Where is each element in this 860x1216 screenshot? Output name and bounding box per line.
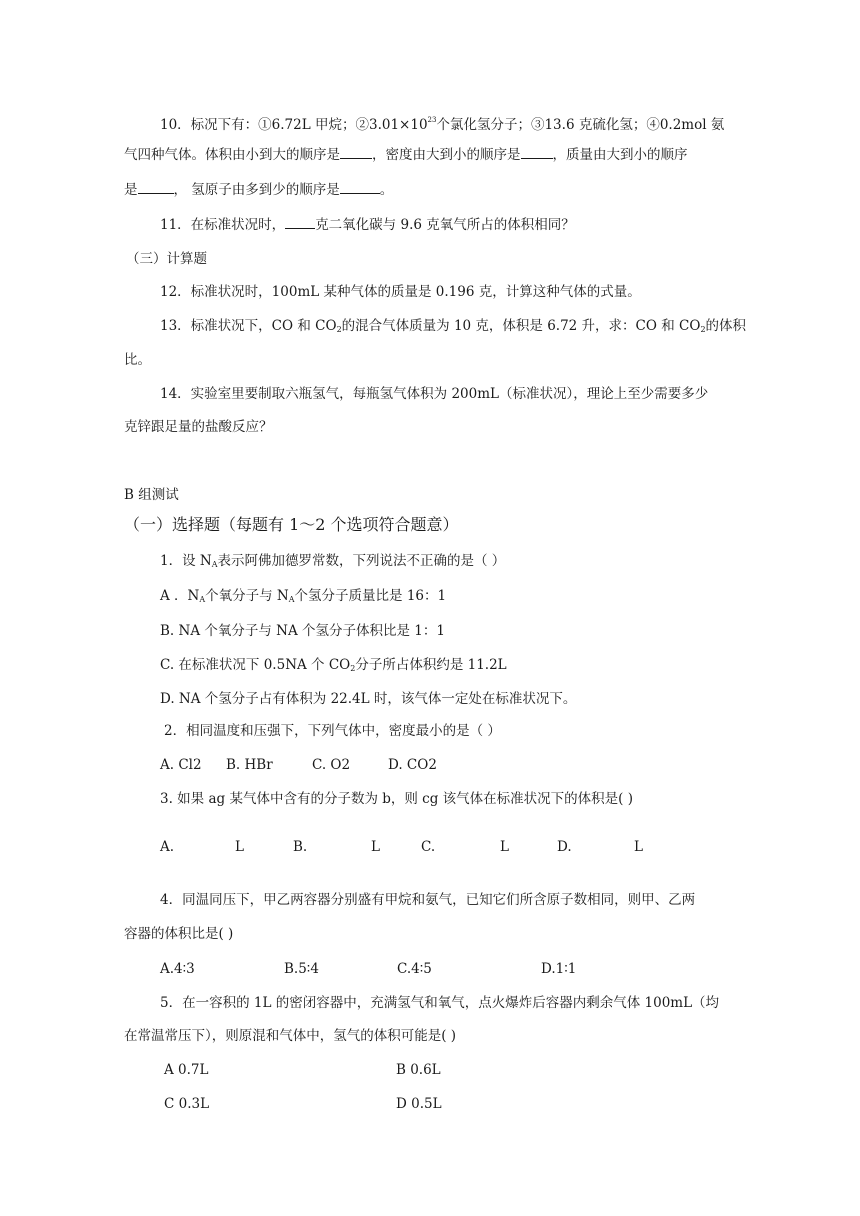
q10-text: ， 氢原子由多到少的顺序是 (173, 182, 340, 198)
b2-option-b: B. HBr (226, 757, 273, 773)
section-heading-calc: （三）计算题 (126, 251, 207, 267)
subscript: 2 (700, 325, 706, 334)
b1-text: 表示阿佛加德罗常数，下列说法不正确的是（ ） (217, 553, 506, 569)
q13-line-1 (160, 317, 746, 339)
subscript: A (288, 595, 295, 604)
b5-option-a: A 0.7L (164, 1062, 209, 1078)
q10-text: 气四种气体。体积由小到大的顺序是 (124, 147, 340, 163)
b2-option-d: D. CO2 (388, 757, 437, 773)
subscript: 2 (350, 664, 356, 673)
q10-text: ，质量由大到小的顺序 (552, 147, 688, 163)
b5-option-c: C 0.3L (164, 1096, 210, 1112)
b1-text: 分子所占体积约是 11.2L (355, 657, 507, 673)
q12-line: 12．标准状况时，100mL 某种气体的质量是 0.196 克，计算这种气体的式量。 (160, 284, 641, 300)
b3-option-d-label: D. (557, 839, 572, 855)
answer-blank (340, 146, 372, 159)
q10-text: 是 (124, 182, 138, 198)
b4-option-b: B.5∶4 (284, 961, 319, 977)
b3-stem: 3. 如果 ag 某气体中含有的分子数为 b，则 cg 该气体在标准状况下的体积是( ) (160, 791, 633, 807)
b1-text: A ．N (160, 588, 200, 604)
q11-text: 克二氧化碳与 9.6 克氧气所占的体积相同？ (315, 217, 575, 233)
q13-text: 13．标准状况下，CO 和 CO (160, 318, 337, 334)
b1-option-a (160, 587, 446, 609)
b1-text: 个氧分子与 N (205, 588, 289, 604)
b4-option-c: C.4∶5 (397, 961, 432, 977)
q13-text: 的混合气体质量为 10 克，体积是 6.72 升，求：CO 和 CO (341, 318, 701, 334)
b1-text: 个氢分子质量比是 16：1 (294, 588, 447, 604)
b1-option-d: D. NA 个氢分子占有体积为 22.4L 时，该气体一定处在标准状况下。 (160, 691, 577, 707)
b3-option-b-unit: L (371, 839, 380, 855)
q10-text: 个氯化氢分子；③13.6 克硫化氢；④0.2mol 氨 (436, 117, 725, 133)
q10-text: ，密度由大到小的顺序是 (372, 147, 521, 163)
b4-option-a: A.4∶3 (160, 961, 195, 977)
q10-line-1 (160, 111, 724, 134)
b3-option-a-unit: L (235, 839, 244, 855)
b2-stem: 2．相同温度和压强下，下列气体中，密度最小的是（ ） (164, 723, 501, 739)
answer-blank (285, 216, 315, 229)
answer-blank (521, 146, 553, 159)
q10-text: 10．标况下有：①6.72L 甲烷；②3.01×10 (160, 117, 428, 133)
b1-stem (160, 552, 505, 574)
b1-option-b: B. NA 个氧分子与 NA 个氢分子体积比是 1：1 (160, 623, 445, 639)
subscript: A (199, 595, 206, 604)
answer-blank (138, 181, 174, 194)
q10-text: 。 (379, 182, 394, 198)
b5-option-b: B 0.6L (396, 1062, 441, 1078)
b3-option-c-unit: L (500, 839, 509, 855)
q13-line-2: 比。 (124, 352, 151, 368)
b4-line-2: 容器的体积比是( ) (124, 926, 234, 942)
b4-line-1: 4．同温同压下，甲乙两容器分别盛有甲烷和氨气，已知它们所含原子数相同，则甲、乙两 (160, 892, 696, 908)
q10-line-3 (124, 181, 393, 199)
q13-text: 的体积 (705, 318, 747, 334)
b2-option-a: A. Cl2 (160, 757, 202, 773)
b2-option-c: C. O2 (312, 757, 351, 773)
b5-line-1: 5．在一容积的 1L 的密闭容器中，充满氢气和氧气，点火爆炸后容器内剩余气体 100mL（均 (160, 995, 720, 1011)
answer-blank (340, 181, 380, 194)
q11-text: 11．在标准状况时， (160, 217, 286, 233)
b5-line-2: 在常温常压下），则原混和气体中，氢气的体积可能是( ) (124, 1028, 457, 1044)
group-b-heading: B 组测试 (124, 487, 179, 503)
b5-option-d: D 0.5L (396, 1096, 442, 1112)
b3-option-d-unit: L (634, 839, 643, 855)
q10-line-2 (124, 146, 688, 164)
b1-text: C. 在标准状况下 0.5NA 个 CO (160, 657, 351, 673)
q11-line (160, 216, 575, 234)
b1-text: 1．设 N (160, 553, 212, 569)
b1-option-c (160, 656, 507, 678)
section-heading-choice: （一）选择题（每题有 1～2 个选项符合题意） (124, 515, 459, 534)
subscript: 2 (336, 325, 342, 334)
q14-line-2: 克锌跟足量的盐酸反应？ (124, 419, 273, 435)
b4-option-d: D.1∶1 (541, 961, 577, 977)
b3-option-a-label: A. (160, 839, 175, 855)
b3-option-b-label: B. (293, 839, 308, 855)
superscript: 23 (427, 116, 437, 124)
q14-line-1: 14．实验室里要制取六瓶氢气，每瓶氢气体积为 200mL（标准状况），理论上至少需要多少 (160, 386, 709, 402)
b3-option-c-label: C. (421, 839, 436, 855)
subscript: A (211, 560, 218, 569)
